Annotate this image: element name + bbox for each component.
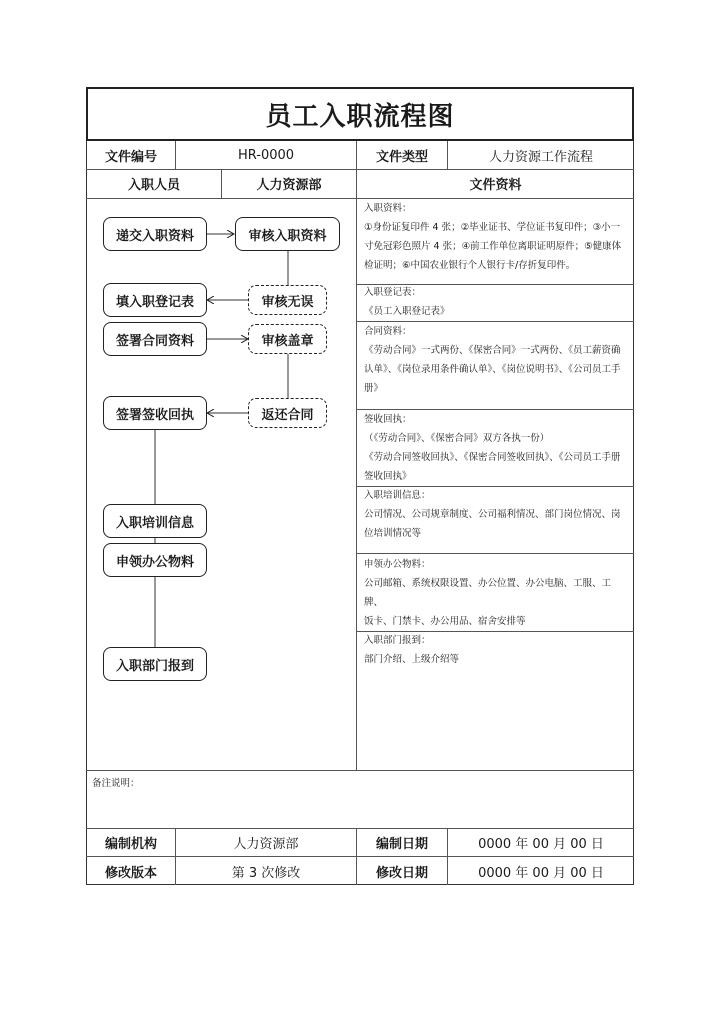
- doc-block-contract: [357, 322, 634, 398]
- version-label: 修改版本: [104, 865, 157, 881]
- doc-line: 签收回执》: [364, 471, 412, 482]
- step-stamp: 审核盖章: [248, 324, 327, 354]
- divider: [175, 141, 176, 169]
- doc-heading: 签收回执：: [364, 414, 412, 425]
- step-department-report: 入职部门报到: [103, 647, 207, 681]
- doc-block-report: [357, 631, 634, 669]
- page-title: 员工入职流程图: [86, 87, 634, 141]
- doc-no-label: 文件编号: [104, 149, 157, 165]
- doc-heading: 入职培训信息：: [364, 490, 431, 501]
- doc-line: 《员工入职登记表》: [364, 306, 450, 317]
- doc-heading: 入职登记表：: [364, 287, 422, 298]
- doc-block-entry-materials: [357, 199, 634, 275]
- doc-heading: 合同资料：: [364, 326, 412, 337]
- step-sign-contract: 签署合同资料: [103, 322, 207, 356]
- step-review-materials: 审核入职资料: [235, 217, 340, 251]
- org-value: 人力资源部: [233, 837, 299, 852]
- divider: [221, 169, 222, 198]
- divider: [356, 553, 634, 554]
- doc-type-label: 文件类型: [375, 149, 428, 165]
- divider: [447, 141, 448, 169]
- divider: [86, 169, 634, 170]
- step-office-supplies: 申领办公物料: [103, 543, 207, 577]
- divider: [86, 770, 634, 771]
- doc-line: 认单》、《岗位录用条件确认单》、《岗位说明书》、《公司员工手: [364, 364, 621, 375]
- step-sign-receipt: 签署签收回执: [103, 396, 207, 430]
- doc-heading: 申领办公物料：: [364, 559, 431, 570]
- doc-no-value: HR-0000: [237, 147, 295, 163]
- doc-line: 检证明；⑥中国农业银行个人银行卡/存折复印件。: [364, 260, 576, 271]
- org-label: 编制机构: [104, 837, 157, 852]
- step-submit-materials: 递交入职资料: [103, 217, 207, 251]
- doc-line: 公司邮箱、系统权限设置、办公位置、办公电脑、工服、工牌、: [364, 578, 612, 608]
- doc-block-registration: [357, 283, 634, 321]
- column-docs: 文件资料: [469, 178, 522, 193]
- doc-line: （《劳动合同》、《保密合同》双方各执一份）: [364, 433, 550, 444]
- remarks-label: 备注说明：: [92, 778, 140, 789]
- doc-line: 《劳动合同》一式两份、《保密合同》一式两份、《员工薪资确: [364, 345, 621, 356]
- column-hr: 人力资源部: [256, 178, 322, 193]
- doc-line: 公司情况、公司规章制度、公司福利情况、部门岗位情况、岗: [364, 509, 621, 520]
- mod-date-value: 0000 年 00 月 00 日: [478, 865, 604, 881]
- doc-line: 《劳动合同签收回执》、《保密合同签收回执》、《公司员工手册: [364, 452, 621, 463]
- doc-line: 寸免冠彩色照片 4 张；④前工作单位离职证明原件；⑤健康体: [364, 241, 622, 252]
- doc-block-supplies: [357, 555, 634, 631]
- doc-line: ①身份证复印件 4 张；②毕业证书、学位证书复印件；③小一: [364, 222, 621, 233]
- step-fill-registration: 填入职登记表: [103, 283, 207, 317]
- step-verified: 审核无误: [248, 285, 327, 315]
- doc-block-training: [357, 486, 634, 543]
- doc-block-receipt: [357, 410, 634, 486]
- step-return-contract: 返还合同: [248, 398, 327, 428]
- doc-line: 饭卡、门禁卡、办公用品、宿舍安排等: [364, 616, 526, 627]
- doc-heading: 入职资料：: [364, 203, 412, 214]
- date-label: 编制日期: [375, 837, 428, 852]
- step-training-info: 入职培训信息: [103, 504, 207, 538]
- version-value: 第 3 次修改: [231, 865, 301, 881]
- doc-line: 册》: [364, 383, 384, 394]
- doc-type-value: 人力资源工作流程: [488, 149, 593, 165]
- doc-heading: 入职部门报到：: [364, 635, 431, 646]
- mod-date-label: 修改日期: [375, 865, 428, 881]
- date-value: 0000 年 00 月 00 日: [478, 837, 604, 852]
- column-employee: 入职人员: [127, 178, 180, 193]
- doc-line: 位培训情况等: [364, 528, 422, 539]
- doc-line: 部门介绍、上级介绍等: [364, 654, 460, 665]
